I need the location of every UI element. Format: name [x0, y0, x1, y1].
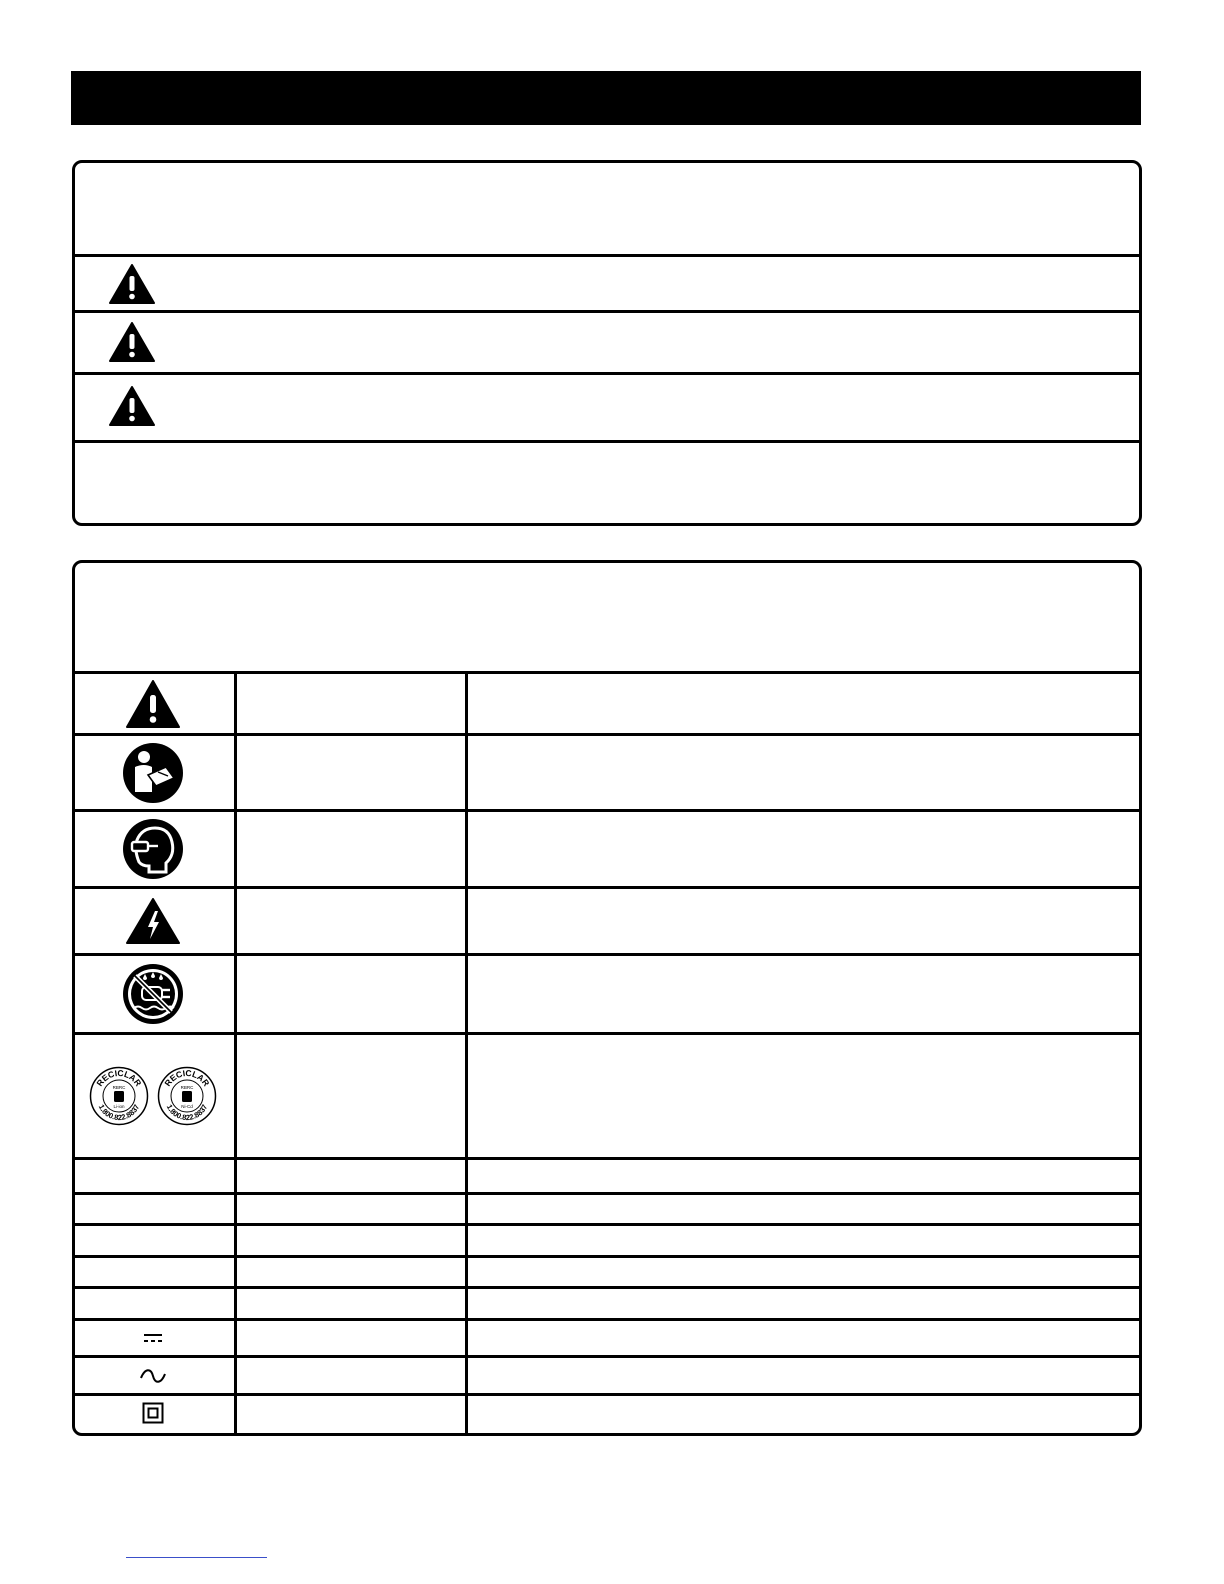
read-manual-icon	[122, 742, 184, 804]
seal-top-text: RECICLAR	[162, 1067, 212, 1089]
table-row	[75, 1157, 1139, 1192]
signal-word-row	[75, 254, 1139, 310]
table-row	[75, 1223, 1139, 1255]
table-row	[75, 886, 1139, 953]
direct-current-icon	[142, 1332, 164, 1344]
eye-protection-icon	[122, 818, 184, 880]
table-row	[75, 1393, 1139, 1430]
symbol-cell	[75, 1321, 231, 1355]
signal-words-footer	[75, 440, 1142, 526]
table-row	[75, 953, 1139, 1032]
table-row	[75, 1032, 1139, 1157]
warning-triangle-icon	[108, 263, 156, 305]
table-row	[75, 1355, 1139, 1393]
wet-conditions-alert-icon	[122, 963, 184, 1025]
seal-bottom-text: 1.800.822.8837	[96, 1102, 142, 1123]
table-row	[75, 1192, 1139, 1223]
warning-triangle-icon	[108, 321, 156, 363]
seal-mid-text: RBRC	[112, 1085, 126, 1090]
symbol-meaning	[465, 1035, 1139, 1169]
symbol-cell	[75, 1358, 231, 1393]
signal-words-intro	[75, 163, 1142, 266]
symbol-cell	[75, 1035, 231, 1157]
seal-chem-text: Li-ion	[113, 1104, 125, 1109]
alternating-current-icon	[139, 1367, 167, 1385]
table-row	[75, 1318, 1139, 1355]
symbol-cell	[75, 889, 231, 953]
symbol-name	[234, 1396, 485, 1436]
symbol-cell	[75, 812, 231, 886]
symbol-cell	[75, 1396, 231, 1430]
symbols-intro	[75, 563, 1142, 683]
signal-words-box	[72, 160, 1142, 526]
rbrc-recycle-seal-icon	[157, 1066, 217, 1126]
table-row	[75, 1286, 1139, 1318]
footer-link[interactable]	[126, 1557, 267, 1558]
signal-word-row	[75, 310, 1139, 372]
electrical-hazard-icon	[125, 897, 181, 945]
symbol-cell	[75, 736, 231, 809]
symbol-meaning	[465, 1396, 1139, 1436]
warning-triangle-icon	[108, 385, 156, 427]
symbol-cell	[75, 956, 231, 1032]
symbol-name	[234, 1035, 485, 1169]
seal-chem-text: Ni-Cd	[181, 1104, 193, 1109]
symbols-box	[72, 560, 1142, 1436]
seal-mid-text: RBRC	[180, 1085, 194, 1090]
symbol-cell	[75, 674, 231, 733]
safety-alert-icon	[125, 679, 181, 729]
table-row	[75, 733, 1139, 809]
signal-word-row	[75, 372, 1139, 440]
table-row	[75, 809, 1139, 886]
table-row	[75, 1255, 1139, 1286]
page-header-bar	[71, 71, 1141, 125]
symbol-name	[234, 956, 485, 1044]
symbol-meaning	[465, 956, 1139, 1044]
table-row	[75, 671, 1139, 733]
seal-top-text: RECICLAR	[94, 1067, 144, 1089]
rbrc-recycle-seal-icon	[89, 1066, 149, 1126]
class-ii-construction-icon	[142, 1402, 164, 1424]
seal-bottom-text: 1.800.822.8837	[164, 1102, 210, 1123]
